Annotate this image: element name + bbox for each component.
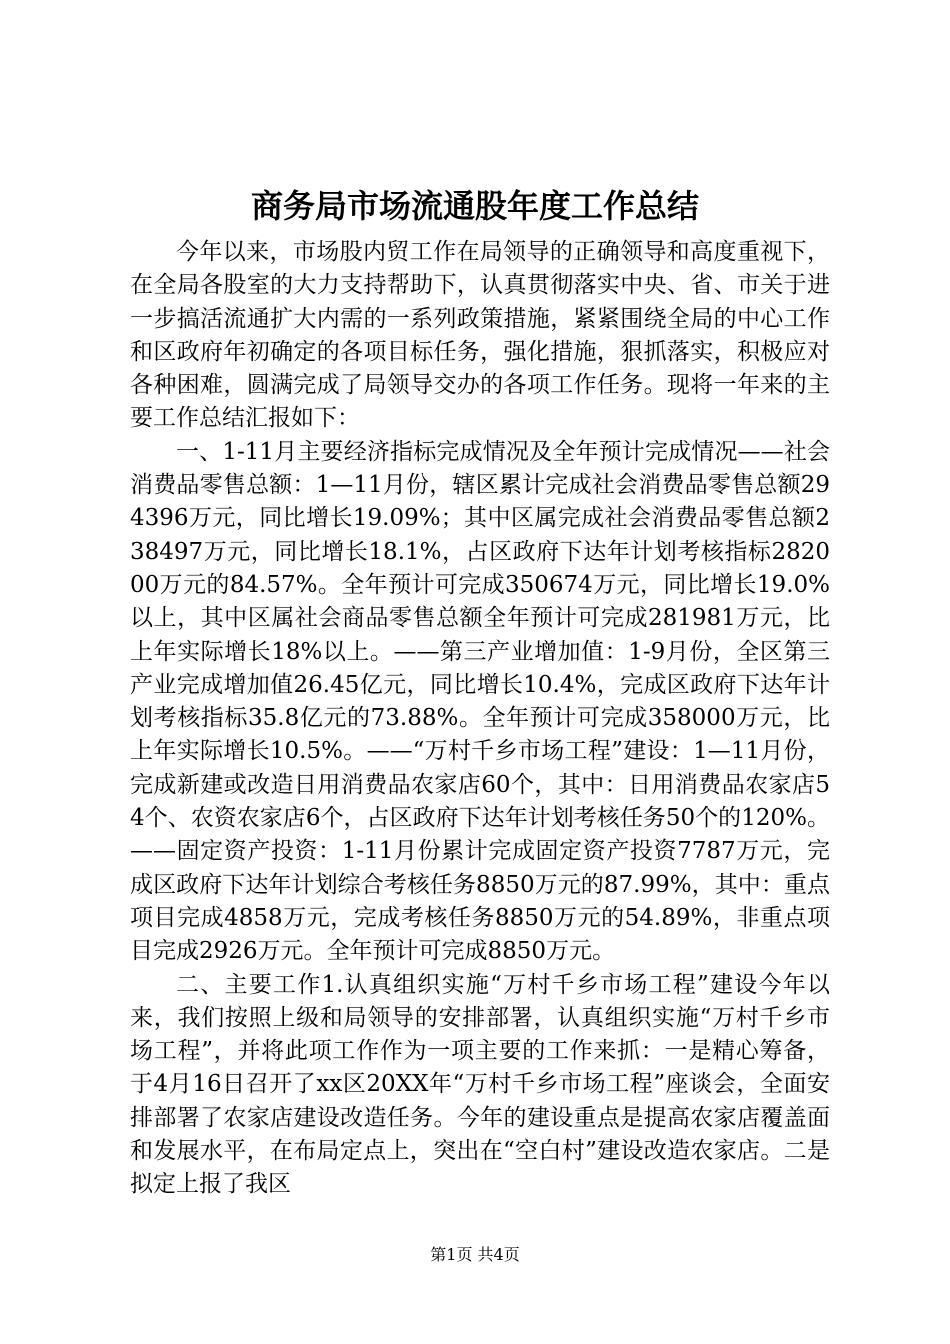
document-title: 商务局市场流通股年度工作总结 <box>250 187 699 225</box>
document-body <box>130 236 830 1202</box>
page-footer: 第1页 共4页 <box>430 1245 520 1264</box>
paragraph-intro: 今年以来，市场股内贸工作在局领导的正确领导和高度重视下，在全局各股室的大力支持帮助下，认真贯彻落实中央、省、市关于进一步搞活流通扩大内需的一系列政策措施，紧紧围绕全局的中心工作和区政府年初确定的各项目标任务，强化措施，狠抓落实，积极应对各种困难，圆满完成了局领导交办的各项工作任务。现将一年来的主要工作总结汇报如下： <box>130 239 830 432</box>
paragraph-indicators: 一、1-11月主要经济指标完成情况及全年预计完成情况——社会消费品零售总额：1—11月份，辖区累计完成社会消费品零售总额294396万元，同比增长19.09%；其中区属完成社会消费品零售总额238497万元，同比增长18.1%，占区政府下达年计划考核指标282000万元的84.57%。全年预计可完成350674万元，同比增长19.0%以上，其中区属社会商品零售总额全年预计可完成281981万元，比上年实际增长18%以上。——第三产业增加值：1-9月份，全区第三产业完成增加值26.45亿元，同比增长10.4%，完成区政府下达年计划考核指标35.8亿元的73.88%。全年预计可完成358000万元，比上年实际增长10.5%。——“万村千乡市场工程”建设：1—11月份，完成新建或改造日用消费品农家店60个，其中：日用消费品农家店54个、农资农家店6个，占区政府下达年计划考核任务50个的120%。——固定资产投资：1-11月份累计完成固定资产投资7787万元，完成区政府下达年计划综合考核任务8850万元的87.99%，其中：重点项目完成4858万元，完成考核任务8850万元的54.89%，非重点项目完成2926万元。全年预计可完成8850万元。 <box>130 438 830 965</box>
paragraph-main-work: 二、主要工作1.认真组织实施“万村千乡市场工程”建设今年以来，我们按照上级和局领导的安排部署，认真组织实施“万村千乡市场工程”，并将此项工作作为一项主要的工作来抓：一是精心筹备，于4月16日召开了xx区20XX年“万村千乡市场工程”座谈会，全面安排部署了农家店建设改造任务。今年的建设重点是提高农家店覆盖面和发展水平，在布局定点上，突出在“空白村”建设改造农家店。二是拟定上报了我区 <box>130 971 830 1198</box>
